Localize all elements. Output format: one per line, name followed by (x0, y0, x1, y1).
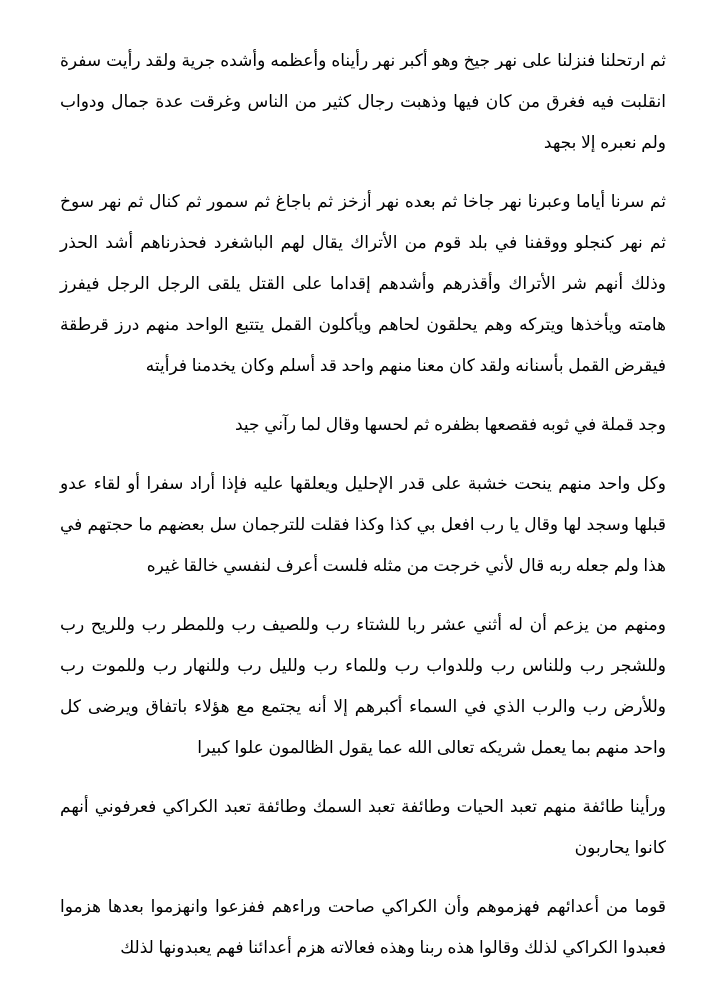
paragraph-1: ثم ارتحلنا فنزلنا على نهر جيخ وهو أكبر نهر رأيناه وأعظمه وأشده جرية ولقد رأيت سفرة انقلبت فيه فغرق من كان فيها وذهبت رجال كثير من الناس وغرقت عدة جمال ودواب ولم نعبره إلا بجهد (60, 51, 666, 152)
paragraph-2: ثم سرنا أياما وعبرنا نهر جاخا ثم بعده نهر أزخز ثم باجاغ ثم سمور ثم كنال ثم نهر سوخ ثم نهر كنجلو ووقفنا في بلد قوم من الأتراك يقال لهم الباشغرد فحذرناهم أشد الحذر وذلك أنهم شر الأتراك وأقذرهم وأشدهم إقداما على القتل يلقى الرجل الرجل فيفرز هامته ويأخذها ويتركه وهم يحلقون لحاهم ويأكلون القمل يتتبع الواحد منهم درز قرطقة فيقرض القمل بأسنانه ولقد كان معنا منهم واحد قد أسلم وكان يخدمنا فرأيته (60, 192, 666, 375)
paragraph-3: وجد قملة في ثوبه فقصعها بظفره ثم لحسها وقال لما رآني جيد (234, 415, 666, 434)
document-page (60, 40, 666, 968)
paragraph-5: ومنهم من يزعم أن له أثني عشر ربا للشتاء رب وللصيف رب وللمطر رب وللريح رب وللشجر رب وللناس رب وللدواب رب وللماء رب ولليل رب وللنهار رب وللموت رب وللأرض رب والرب الذي في السماء أكبرهم إلا أنه يجتمع مع هؤلاء باتفاق ويرضى كل واحد منهم بما يعمل شريكه تعالى الله عما يقول الظالمون علوا كبيرا (60, 615, 666, 757)
paragraph-7: قوما من أعدائهم فهزموهم وأن الكراكي صاحت وراءهم ففزعوا وانهزموا بعدها هزموا فعبدوا الكراكي لذلك وقالوا هذه ربنا وهذه فعالاته هزم أعدائنا فهم يعبدونها لذلك (60, 897, 666, 957)
paragraph-4: وكل واحد منهم ينحت خشبة على قدر الإحليل ويعلقها عليه فإذا أراد سفرا أو لقاء عدو قبلها وسجد لها وقال يا رب افعل بي كذا وكذا فقلت للترجمان سل بعضهم ما حجتهم في هذا ولم جعله ربه قال لأني خرجت من مثله فلست أعرف لنفسي خالقا غيره (60, 474, 666, 575)
paragraph-6: ورأينا طائفة منهم تعبد الحيات وطائفة تعبد السمك وطائفة تعبد الكراكي فعرفوني أنهم كانوا يحاربون (60, 797, 666, 857)
